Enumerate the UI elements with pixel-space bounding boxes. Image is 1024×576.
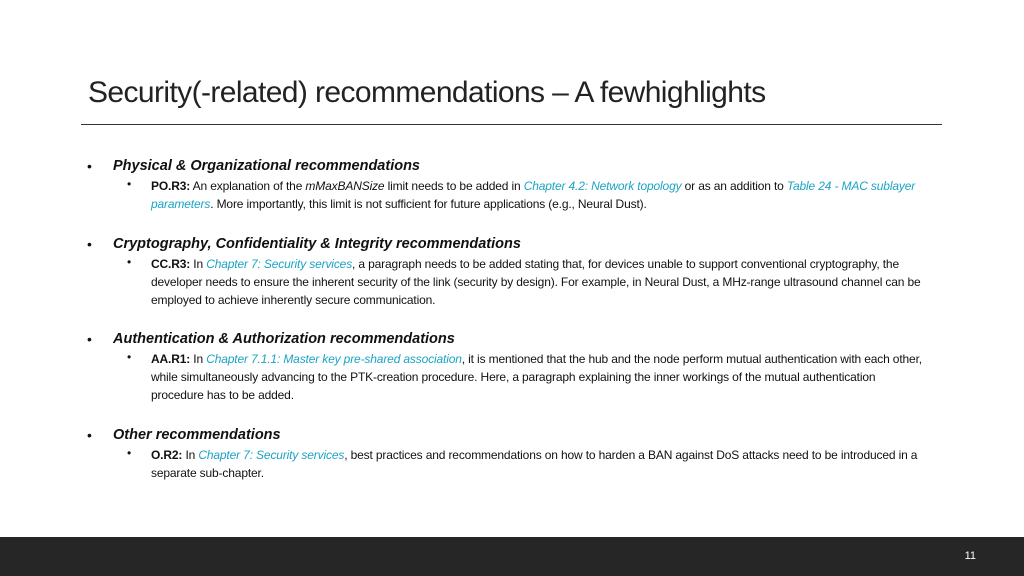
- chapter-reference: Chapter 4.2: Network topology: [523, 179, 682, 193]
- recommendation-text: [151, 446, 926, 482]
- recommendation-text: [151, 177, 926, 213]
- section-heading: Other recommendations: [113, 427, 281, 443]
- text-segment: In: [182, 448, 199, 462]
- recommendation-code: O.R2:: [151, 448, 183, 462]
- bullet-icon: •: [87, 331, 92, 347]
- title-divider: [81, 124, 942, 125]
- text-segment: , best practices and recommendations on how to harden a BAN against DoS attacks need to be introduced in a separate sub-chapter.: [151, 448, 918, 480]
- sub-bullet-icon: •: [127, 350, 132, 364]
- recommendation-code: AA.R1:: [151, 352, 191, 366]
- sub-bullet-icon: •: [127, 446, 132, 460]
- chapter-reference: Chapter 7: Security services: [206, 257, 353, 271]
- sub-bullet-icon: •: [127, 177, 132, 191]
- footer-bar: [0, 537, 1024, 576]
- recommendation-code: CC.R3:: [151, 257, 191, 271]
- text-segment: or as an addition to: [681, 179, 787, 193]
- text-segment: , it is mentioned that the hub and the node perform mutual authentication with each other, while simultaneously advancing to the PTK-creation procedure. Here, a paragraph explaining the inner workings of the mutual authentication procedure has to be added.: [151, 352, 922, 402]
- page-number: 11: [964, 550, 976, 562]
- bullet-icon: •: [87, 427, 92, 443]
- sub-bullet-icon: •: [127, 255, 132, 269]
- text-segment: In: [190, 352, 207, 366]
- recommendation-text: [151, 350, 926, 404]
- text-segment: An explanation of the: [190, 179, 306, 193]
- table-reference: Table 24 - MAC sublayer parameters: [151, 179, 916, 211]
- recommendation-text: [151, 255, 926, 309]
- parameter-name: mMaxBANSize: [305, 179, 385, 193]
- section-heading: Cryptography, Confidentiality & Integrity recommendations: [113, 236, 521, 252]
- chapter-reference: Chapter 7: Security services: [198, 448, 345, 462]
- recommendation-code: PO.R3:: [151, 179, 191, 193]
- text-segment: . More importantly, this limit is not sufficient for future applications (e.g., Neural Dust).: [210, 197, 647, 211]
- slide-title: Security(-related) recommendations – A fewhighlights: [88, 76, 766, 109]
- bullet-icon: •: [87, 236, 92, 252]
- section-heading: Physical & Organizational recommendations: [113, 158, 420, 174]
- text-segment: limit needs to be added in: [384, 179, 524, 193]
- section-heading: Authentication & Authorization recommendations: [113, 331, 455, 347]
- text-segment: In: [190, 257, 207, 271]
- chapter-reference: Chapter 7.1.1: Master key pre-shared association: [206, 352, 462, 366]
- bullet-icon: •: [87, 158, 92, 174]
- text-segment: , a paragraph needs to be added stating that, for devices unable to support conventional cryptography, the developer needs to ensure the inherent security of the link (security by design). For example, in Neural Dust, a MHz-range ultrasound channel can be employed to achieve inherently secure communication.: [151, 257, 921, 307]
